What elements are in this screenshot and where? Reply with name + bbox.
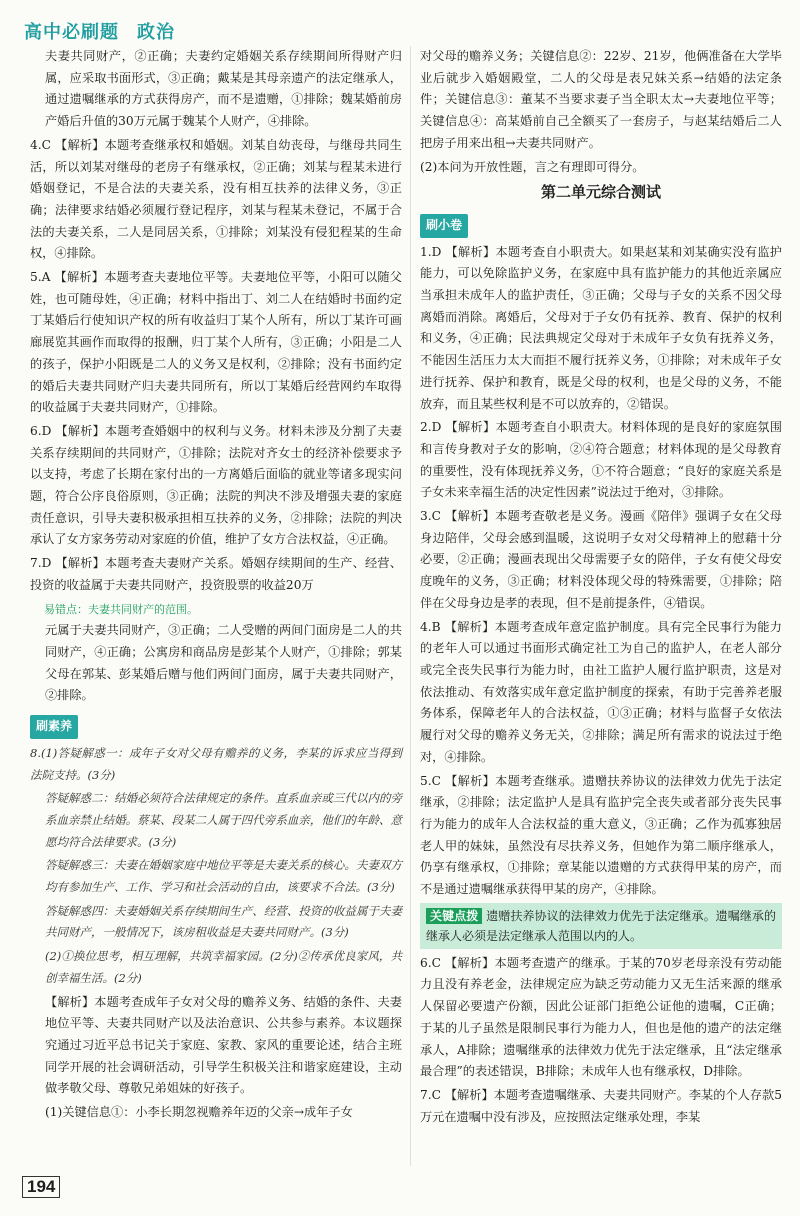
answer-7-cont: 元属于夫妻共同财产，③正确；二人受赠的两间门面房是二人的共同财产，④正确；公寓房和商品房是彭某个人财产，①排除；郭某父母在郭某、彭某婚后赠与他们两间门面房，属于夫妻共同财产，②排除。: [45, 623, 402, 703]
section-title: 第二单元综合测试: [540, 184, 661, 202]
answer-r5: 5.C 【解析】本题考查继承。遗赠扶养协议的法律效力优先于法定继承，②排除；法定监护人是具有监护完全丧失或者部分丧失民事行为能力的成年人合法权益的重大意义，③正确；乙作为孤寡独居老人甲的妹妹，虽然没有尽扶养义务，但她作为第二顺序继承人，仍享有继承权，①排除；章某能以遗赠的方式获得甲某的房产，而不是通过遗嘱继承获得甲某的房产，④排除。: [420, 773, 782, 897]
right-paragraph-1: 对父母的赡养义务；关键信息②：22岁、21岁，他俩准备在大学毕业后就步入婚姻殿堂，二人的父母是表兄妹关系→结婚的法定条件；关键信息③：董某不当要求妻子当全职太太→夫妻地位平等；关键信息④：高某婚前自己全额买了一套房子，与赵某结婚后二人把房子用来出租→夫妻共同财产。: [420, 49, 782, 150]
answer-8-part-d: 答疑解惑四：夫妻婚姻关系存续期间生产、经营、投资的收益属于夫妻共同财产，一般情况下，该房租收益是夫妻共同财产。(3分): [45, 903, 402, 940]
answer-7: 7.D 【解析】本题考查夫妻财产关系。婚姻存续期间的生产、经营、投资的收益属于夫妻共同财产，投资股票的收益20万: [30, 556, 402, 592]
key-tip-label: 关键点拨: [426, 908, 482, 924]
answer-8-part-b: 答疑解惑二：结婚必须符合法律规定的条件。直系血亲或三代以内的旁系血亲禁止结婚。蔡某、段某二人属于四代旁系血亲，他们的年龄、意愿均符合法律要求。(3分): [45, 791, 402, 849]
section-badge-suyang: 刷素养: [30, 715, 78, 739]
answer-8-part-c: 答疑解惑三：夫妻在婚姻家庭中地位平等是夫妻关系的核心。夫妻双方均有参加生产、工作、学习和社会活动的自由，该要求不合法。(3分): [45, 858, 402, 895]
header-title: 高中必刷题: [24, 22, 119, 42]
right-column: [420, 46, 782, 1130]
answer-8-analysis: 【解析】本题考查成年子女对父母的赡养义务、结婚的条件、夫妻地位平等、夫妻共同财产以及法治意识、公共参与素养。本议题探究通过习近平总书记关于家庭、家教、家风的重要论述，结合主班同学开展的社会调研活动，引导学生积极关注和谐家庭建设，主动做孝敬父母、尊敬兄弟姐妹的好孩子。: [45, 994, 402, 1096]
left-column: [30, 46, 402, 1126]
answer-4: 4.C 【解析】本题考查继承权和婚姻。刘某自幼丧母，与继母共同生活，所以刘某对继母的老房子有继承权，②正确；刘某与程某未进行婚姻登记，不是合法的夫妻关系，没有相互扶养的法律义务，③正确；法律要求结婚必须履行登记程序，刘某与程某未登记，不属于合法的夫妻关系，二人是同居关系，①排除；刘某没有侵犯程某的生命权，④排除。: [30, 137, 402, 261]
answer-6: 6.D 【解析】本题考查婚姻中的权利与义务。材料未涉及分割了夫妻关系存续期间的共同财产，①排除；法院对齐女士的经济补偿要求予以支持，考虑了长期在家付出的一方离婚后面临的就业等诸多现实问题，符合公序良俗原则，③正确；法院的判决不涉及增强夫妻的家庭责任意识，引导夫妻积极承担相互扶养的义务，②排除；法院的判决承认了女方家务劳动对家庭的价值，维护了女方合法权益，④正确。: [30, 423, 402, 547]
column-divider: [410, 46, 411, 1166]
answer-r3: 3.C 【解析】本题考查敬老是义务。漫画《陪伴》强调子女在父母身边陪伴，父母会感到温暖，这说明子女对父母精神上的慰藉十分必要，②正确；漫画表现出父母需要子女的陪伴，子女有使父母安度晚年的义务，③正确；材料没体现父母的特殊需要，①排除；陪伴在父母身边是孝的表现，但不是前提条件，④错误。: [420, 509, 782, 610]
answer-r4: 4.B 【解析】本题考查成年意定监护制度。具有完全民事行为能力的老年人可以通过书面形式确定社工为自己的监护人，在老人部分或完全丧失民事行为能力时，由社工监护人履行监护职责，这是对依法推动、有效落实成年意定监护制度的探索，有助于完善养老服务体系，保障老年人的合法权益，①③正确；材料与监督子女依法履行对父母的赡养义务无关，②排除；满足所有需求的说法过于绝对，④排除。: [420, 619, 782, 764]
answer-r6: 6.C 【解析】本题考查遗产的继承。于某的70岁老母亲没有劳动能力且没有养老金，法律规定应为缺乏劳动能力又无生活来源的继承人保留必要遗产份额，因此公证部门拒绝公证他的遗嘱，C正确；于某的儿子虽然是限制民事行为能力人，但也是他的遗产的法定继承人，A排除；遗嘱继承的法律效力优先于法定继承，且“法定继承最合理”的表述错误，B排除；未成年人也有继承权，D排除。: [420, 955, 782, 1079]
answer-r7: 7.C 【解析】本题考查遗嘱继承、夫妻共同财产。李某的个人存款5万元在遗嘱中没有涉及，应按照法定继承处理，李某: [420, 1087, 782, 1124]
answer-8-part-a: 8.(1)答疑解惑一：成年子女对父母有赡养的义务，李某的诉求应当得到法院支持。(3分): [30, 745, 402, 782]
easy-mistake-note: 易错点：夫妻共同财产的范围。: [44, 602, 198, 616]
section-badge-xiaojuan: 刷小卷: [420, 214, 468, 238]
answer-8-key-info: (1)关键信息①：小李长期忽视赡养年迈的父亲→成年子女: [45, 1105, 353, 1120]
left-paragraph-1: 夫妻共同财产，②正确；夫妻约定婚姻关系存续期间所得财产归属，应采取书面形式，③正确；戴某是其母亲遗产的法定继承人，通过遗嘱继承的方式获得房产，而不是遗赠，①排除；魏某婚前房产婚后升值的30万元属于魏某个人财产，④排除。: [45, 49, 402, 129]
answer-r1: 1.D 【解析】本题考查自小职责大。如果赵某和刘某确实没有监护能力，可以免除监护义务，在家庭中具有监护能力的其他近亲属应当承担未成年人的监护责任，③正确；父母与子女的关系不因父母离婚而消除。离婚后，父母对于子女仍有抚养、教育、保护的权利和义务，④正确；民法典规定父母对于未成年子女负有抚养义务，不能因生活压力太大而拒不履行抚养义务，①排除；对未成年子女进行抚养、保护和教育，既是父母的权利，也是父母的义务，不能放弃，而且某些权利是不可以放弃的，②错误。: [420, 244, 782, 411]
right-paragraph-2: (2)本问为开放性题，言之有理即可得分。: [420, 159, 645, 174]
page-header: [24, 18, 175, 44]
header-subject: 政治: [137, 22, 175, 42]
answer-8-part-e: (2)①换位思考，相互理解，共筑幸福家园。(2分)②传承优良家风，共创幸福生活。(2分): [45, 949, 402, 985]
key-tip-text: 遗赠扶养协议的法律效力优先于法定继承。遗嘱继承的继承人必须是法定继承人范围以内的人。: [426, 908, 776, 943]
answer-5: 5.A 【解析】本题考查夫妻地位平等。夫妻地位平等，小阳可以随父姓，也可随母姓，④正确；材料中指出丁、刘二人在结婚时书面约定丁某婚后行使知识产权的所有收益归丁某个人所有，所以丁某许可画廊展览其画作而取得的报酬，归丁某个人所有，③正确；小阳是二人的孩子，保护小阳既是二人的义务又是权利，②排除；没有书面约定的婚后夫妻共同财产归夫妻共同所有，所以丁某婚后经营网约车取得的收益属于夫妻共同财产，①排除。: [30, 270, 402, 415]
answer-r2: 2.D 【解析】本题考查自小职责大。材料体现的是良好的家庭氛围和言传身教对子女的影响，②④符合题意；材料体现的是父母教育的重要性，没有体现抚养义务，①不符合题意；“良好的家庭关系是子女未来幸福生活的决定性因素”说法过于绝对，③排除。: [420, 420, 782, 500]
page-number: 194: [22, 1176, 60, 1198]
key-tip-box: [420, 903, 782, 949]
